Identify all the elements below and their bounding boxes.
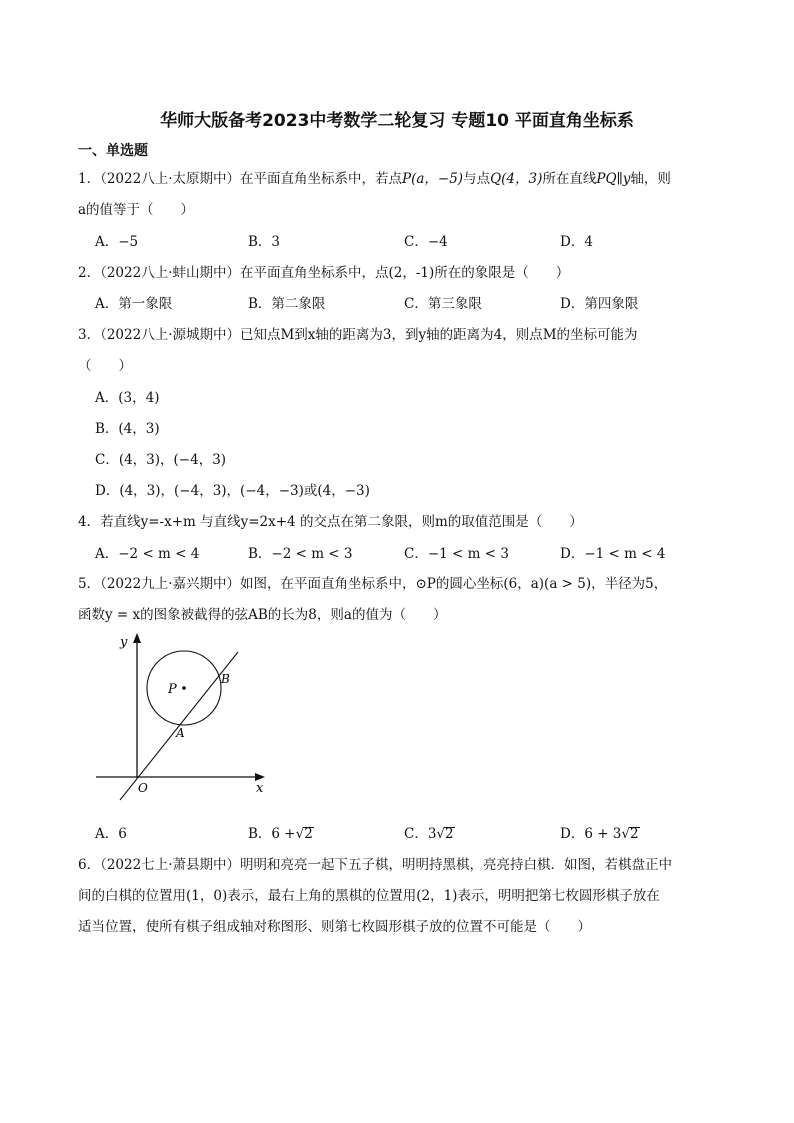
q2-option-b: B．第二象限 bbox=[248, 296, 326, 312]
q4-option-a: A．−2 < m < 4 bbox=[95, 546, 200, 562]
q2-option-a: A．第一象限 bbox=[95, 296, 173, 312]
q1-text-a: 1．（2022八上·太原期中）在平面直角坐标系中，若点 bbox=[78, 171, 402, 187]
q5-option-c: C．3√2 bbox=[404, 826, 454, 842]
page-title: 华师大版备考2023中考数学二轮复习 专题10 平面直角坐标系 bbox=[160, 111, 634, 131]
q5-option-c-prefix: C．3 bbox=[404, 826, 437, 842]
q5-figure bbox=[90, 630, 280, 805]
q5-option-b: B．6 +√2 bbox=[248, 826, 313, 842]
q4-option-b: B．−2 < m < 3 bbox=[248, 546, 353, 562]
q2-option-d: D．第四象限 bbox=[560, 296, 639, 312]
label-y: y bbox=[120, 635, 128, 650]
q1-option-d: D．4 bbox=[560, 234, 593, 250]
q5-option-a: A．6 bbox=[95, 826, 127, 842]
label-o: O bbox=[138, 781, 148, 795]
q1-option-b: B．3 bbox=[248, 234, 281, 250]
q1-point-p: P(a，−5) bbox=[402, 171, 464, 187]
section-heading: 一、单选题 bbox=[78, 143, 148, 159]
question-4-line-1: 4．若直线y=-x+m 与直线y=2x+4 的交点在第二象限，则m的取值范围是（ ） bbox=[78, 514, 583, 530]
q1-text-mid1: 与点 bbox=[463, 171, 491, 187]
y-axis-arrow-icon bbox=[133, 633, 141, 643]
label-p: P bbox=[168, 682, 177, 697]
q3-option-b: B．(4，3) bbox=[95, 421, 160, 437]
label-a: A bbox=[176, 726, 185, 740]
q1-text-b: 轴，则 bbox=[630, 171, 671, 187]
question-1-line-2: a的值等于（ ） bbox=[78, 202, 195, 218]
q1-text-mid2: 所在直线 bbox=[542, 171, 597, 187]
question-6-line-2: 间的白棋的位置用(1，0)表示，最右上角的黑棋的位置用(2，1)表示，明明把第七枚圆形棋子放在 bbox=[78, 888, 660, 904]
q1-point-q: Q(4，3) bbox=[490, 171, 543, 187]
label-x: x bbox=[256, 781, 264, 796]
q1-option-a: A．−5 bbox=[95, 234, 139, 250]
question-6-line-3: 适当位置，使所有棋子组成轴对称图形、则第七枚圆形棋子放的位置不可能是（ ） bbox=[78, 919, 591, 935]
question-1-line-1 bbox=[78, 167, 671, 187]
center-p-dot bbox=[182, 686, 186, 690]
q5-option-b-prefix: B．6 + bbox=[248, 826, 296, 842]
q3-option-d: D．(4，3)，(−4，3)，(−4，−3)或(4，−3) bbox=[95, 483, 370, 499]
q5-option-c-radicand: 2 bbox=[445, 826, 454, 842]
x-axis-arrow-icon bbox=[255, 773, 265, 781]
question-5-line-1: 5．（2022九上·嘉兴期中）如图，在平面直角坐标系中，⊙P的圆心坐标(6，a)(a > 5)，半径为5， bbox=[78, 576, 668, 592]
q5-option-d: D．6 + 3√2 bbox=[560, 826, 639, 842]
question-3-line-2: （ ） bbox=[78, 358, 132, 374]
q3-option-c: C．(4，3)，(−4，3) bbox=[95, 452, 227, 468]
q4-option-c: C．−1 < m < 3 bbox=[404, 546, 509, 562]
q1-option-c: C．−4 bbox=[404, 234, 448, 250]
q2-option-c: C．第三象限 bbox=[404, 296, 482, 312]
q1-line-pq: PQ∥y bbox=[596, 171, 631, 187]
q5-option-b-radicand: 2 bbox=[304, 826, 313, 842]
q3-option-a: A．(3，4) bbox=[95, 390, 160, 406]
question-5-line-2: 函数y = x的图象被截得的弦AB的长为8，则a的值为（ ） bbox=[78, 607, 447, 623]
question-6-line-1: 6．（2022七上·萧县期中）明明和亮亮一起下五子棋，明明持黑棋，亮亮持白棋．如图，若棋盘正中 bbox=[78, 857, 672, 873]
label-b: B bbox=[221, 672, 230, 686]
question-2-line-1: 2．（2022八上·蚌山期中）在平面直角坐标系中，点(2，-1)所在的象限是（ ） bbox=[78, 265, 570, 281]
q5-option-d-prefix: D．6 + 3 bbox=[560, 826, 622, 842]
q4-option-d: D．−1 < m < 4 bbox=[560, 546, 666, 562]
q5-option-d-radicand: 2 bbox=[630, 826, 639, 842]
question-3-line-1: 3．（2022八上·源城期中）已知点M到x轴的距离为3，到y轴的距离为4，则点M的坐标可能为 bbox=[78, 327, 638, 343]
